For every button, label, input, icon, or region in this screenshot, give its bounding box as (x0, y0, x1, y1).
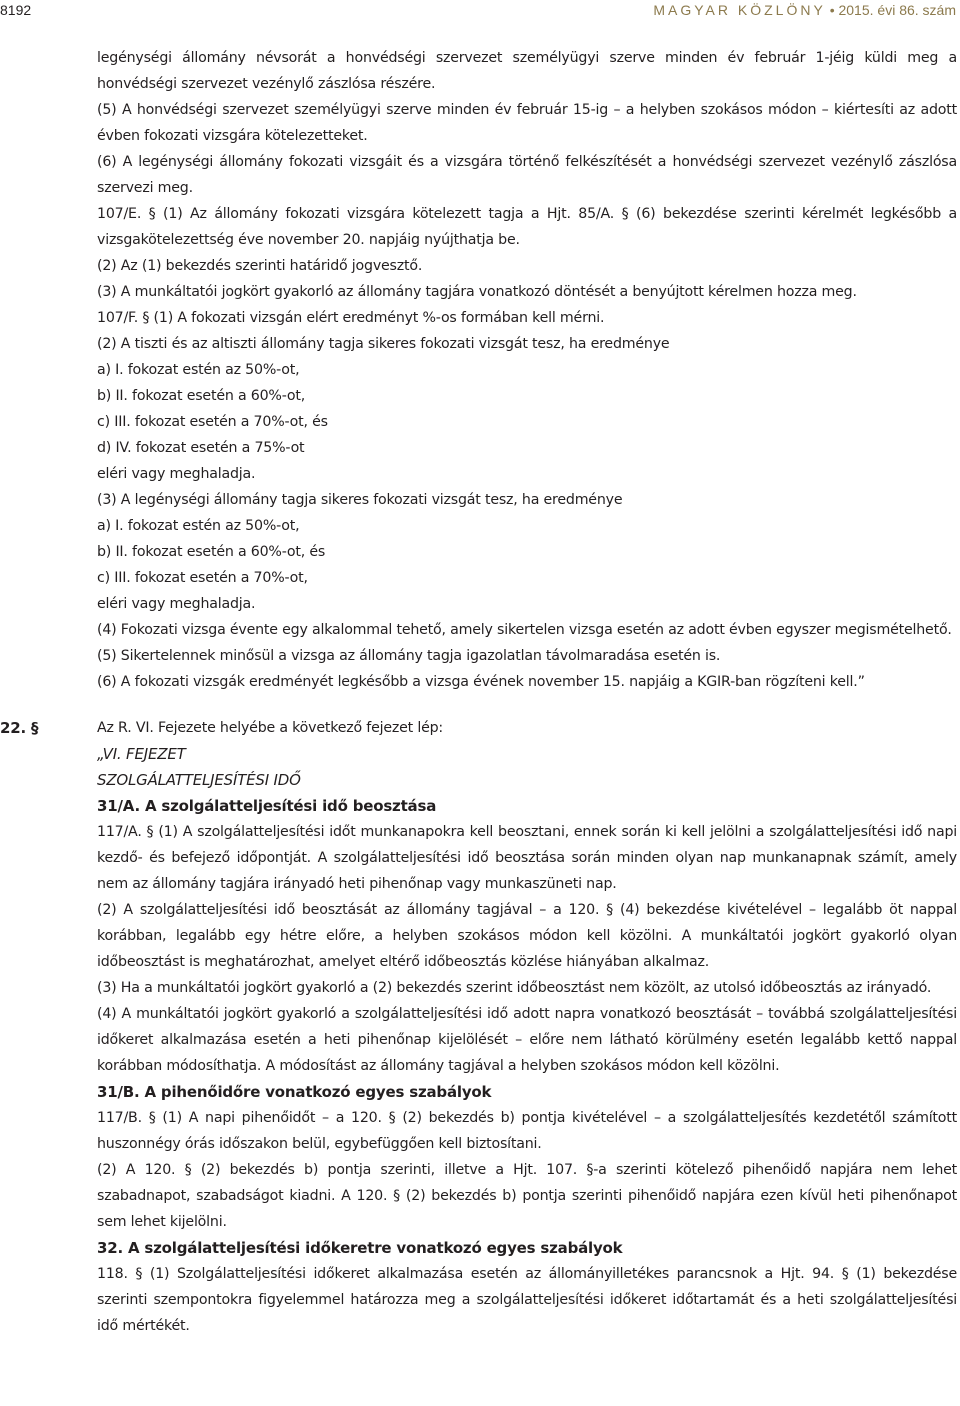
paragraph: 107/E. § (1) Az állomány fokozati vizsgára kötelezett tagja a Hjt. 85/A. § (6) bekezdése szerinti kérelmét legkésőbb a vizsgakötelezettség éve november 20. napjáig nyújthatja be. (97, 206, 957, 248)
paragraph: (6) A legénységi állomány fokozati vizsgáit és a vizsgára történő felkészítését a honvédségi szervezet vezénylő zászlósa szervezi meg. (97, 154, 957, 196)
section-22 (0, 715, 957, 1339)
list-item: a) I. fokozat estén az 50%-ot, (97, 362, 300, 378)
paragraph: legénységi állomány névsorát a honvédségi szervezet személyügyi szerve minden év február 1-jéig küldi meg a honvédségi szervezet vezénylő zászlósa részére. (97, 50, 957, 92)
paragraph: eléri vagy meghaladja. (97, 466, 256, 482)
paragraph: (2) A szolgálatteljesítési idő beosztását az állomány tagjával – a 120. § (4) bekezdése kivételével – legalább öt nappal korábban, legalább egy hétre előre, a helyben szokásos módon kell közölni. A munkáltatói jogkört gyakorló olyan időbeosztást is meghatározhat, amelyet eltérő időbeosztás közlése hiányában alkalmaz. (97, 902, 957, 970)
journal-title: MAGYAR KÖZLÖNY (653, 2, 826, 18)
chapter-title: SZOLGÁLATTELJESÍTÉSI IDŐ (97, 771, 301, 789)
section-number: 22. § (0, 719, 39, 737)
paragraph: (6) A fokozati vizsgák eredményét legkésőbb a vizsga évének november 15. napjáig a KGIR-ban rögzíteni kell.” (97, 674, 865, 690)
journal-issue-line (653, 0, 956, 20)
subsection-heading: 31/A. A szolgálatteljesítési idő beosztása (97, 797, 437, 815)
list-item: d) IV. fokozat esetén a 75%-ot (97, 440, 305, 456)
list-item: c) III. fokozat esetén a 70%-ot, (97, 570, 308, 586)
paragraph: (2) A tiszti és az altiszti állomány tagja sikeres fokozati vizsgát tesz, ha eredménye (97, 336, 670, 352)
paragraph: eléri vagy meghaladja. (97, 596, 256, 612)
paragraph: (4) Fokozati vizsga évente egy alkalommal tehető, amely sikertelen vizsga esetén az adott évben egyszer megismételhető. (97, 622, 952, 638)
paragraph: (3) A legénységi állomány tagja sikeres fokozati vizsgát tesz, ha eredménye (97, 492, 623, 508)
chapter-heading: „VI. FEJEZET (97, 745, 186, 763)
document-body (0, 45, 957, 1339)
section-intro: Az R. VI. Fejezete helyébe a következő fejezet lép: (97, 720, 443, 736)
subsection-heading: 32. A szolgálatteljesítési időkeretre vonatkozó egyes szabályok (97, 1239, 623, 1257)
paragraph: (4) A munkáltatói jogkört gyakorló a szolgálatteljesítési idő adott napra vonatkozó beosztását – továbbá szolgálatteljesítési időkeret alkalmazása esetén a heti pihenőnap kijelölését – előre nem látható körülmény esetén legalább kettő nappal korábban módosíthatja. A módosítást az állomány tagjával a helyben szokásos módon kell közölni. (97, 1006, 957, 1074)
page-header (0, 0, 960, 22)
paragraph: (2) A 120. § (2) bekezdés b) pontja szerinti, illetve a Hjt. 107. §-a szerinti kötelező pihenőidő napjára nem lehet szabadnapot, szabadságot kiadni. A 120. § (2) bekezdés b) pontja szerinti pihenőidő napjára ezen kívül heti pihenőnapot sem lehet kijelölni. (97, 1162, 957, 1230)
subsection-heading: 31/B. A pihenőidőre vonatkozó egyes szabályok (97, 1083, 492, 1101)
list-item: c) III. fokozat esetén a 70%-ot, és (97, 414, 328, 430)
list-item: b) II. fokozat esetén a 60%-ot, (97, 388, 306, 404)
paragraph: (3) Ha a munkáltatói jogkört gyakorló a (2) bekezdés szerint időbeosztást nem közölt, az utolsó időbeosztás az irányadó. (97, 980, 932, 996)
issue-number: 2015. évi 86. szám (838, 2, 956, 18)
paragraph: (3) A munkáltatói jogkört gyakorló az állomány tagjára vonatkozó döntését a benyújtott kérelmen hozza meg. (97, 284, 857, 300)
paragraph: (5) A honvédségi szervezet személyügyi szerve minden év február 15-ig – a helyben szokásos módon – kiértesíti az adott évben fokozati vizsgára kötelezetteket. (97, 102, 957, 144)
paragraph: (5) Sikertelennek minősül a vizsga az állomány tagja igazolatlan távolmaradása esetén is. (97, 648, 721, 664)
page-number: 8192 (0, 2, 32, 18)
paragraph: 117/B. § (1) A napi pihenőidőt – a 120. § (2) bekezdés b) pontja kivételével – a szolgálatteljesítés kezdetétől számított huszonnégy órás időszakon belül, egybefüggően kell biztosítani. (97, 1110, 957, 1152)
paragraph: 117/A. § (1) A szolgálatteljesítési időt munkanapokra kell beosztani, ennek során ki kell jelölni a szolgálatteljesítési idő napi kezdő- és befejező időpontját. A szolgálatteljesítési idő beosztása során minden olyan nap munkanapnak számít, amely nem az állomány tagjára irányadó heti pihenőnap vagy munkaszüneti nap. (97, 824, 957, 892)
paragraph: 107/F. § (1) A fokozati vizsgán elért eredményt %-os formában kell mérni. (97, 310, 605, 326)
paragraph: 118. § (1) Szolgálatteljesítési időkeret alkalmazása esetén az állományilletékes parancsnok a Hjt. 94. § (1) bekezdése szerinti szempontokra figyelemmel határozza meg a szolgálatteljesítési időkeret időtartamát és a heti szolgálatteljesítési idő mértékét. (97, 1266, 957, 1334)
paragraph: (2) Az (1) bekezdés szerinti határidő jogvesztő. (97, 258, 423, 274)
header-bullet: • (829, 2, 835, 18)
list-item: a) I. fokozat estén az 50%-ot, (97, 518, 300, 534)
list-item: b) II. fokozat esetén a 60%-ot, és (97, 544, 326, 560)
